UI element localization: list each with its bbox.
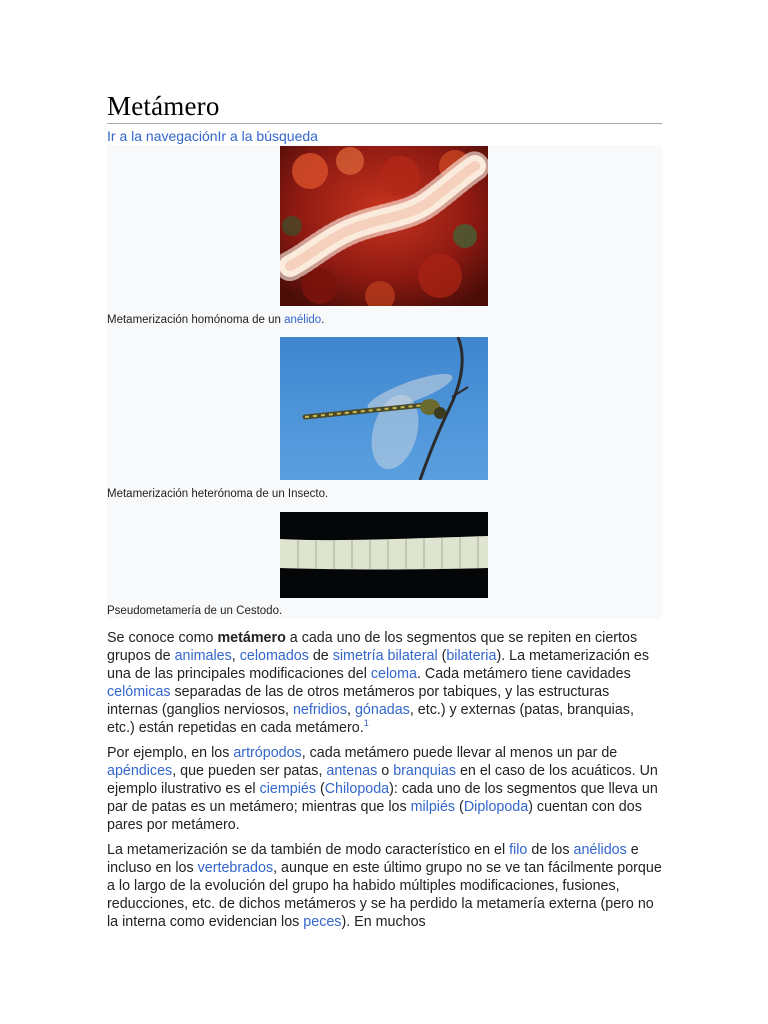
cestode-image[interactable] xyxy=(280,512,488,598)
text: , aunque en este último grupo no se ve tan fácilmente porque a lo largo de la evolución del grupo ha habido múltiples modificaciones, fusiones, reducciones, etc. de dichos metámeros y se ha perdido la metamería externa (pero no la interna como evidencian los xyxy=(107,860,662,930)
link-chilopoda[interactable]: Chilopoda xyxy=(324,781,390,797)
link-filo[interactable]: filo xyxy=(509,842,528,858)
text: ). En muchos xyxy=(341,914,426,930)
page-title: Metámero xyxy=(107,91,220,121)
figure-caption-1 xyxy=(107,313,324,327)
text: . Cada metámero tiene cavidades xyxy=(416,666,631,682)
text: separadas de las de otros metámeros por tabiques, y las estructuras internas (ganglios nerviosos, xyxy=(107,684,610,718)
link-anelidos[interactable]: anélidos xyxy=(573,842,627,858)
link-ciempies[interactable]: ciempiés xyxy=(259,781,316,797)
text: , etc.) y externas (patas, branquias, etc.) están repetidas en cada metámero. xyxy=(107,702,634,736)
text: de xyxy=(308,648,333,664)
text: ): cada uno de los segmentos que lleva un par de patas es un metámero; mientras que los xyxy=(107,781,658,815)
text: ( xyxy=(437,648,447,664)
link-antenas[interactable]: antenas xyxy=(326,763,378,779)
text: Por ejemplo, en los xyxy=(107,745,234,761)
text: a cada uno de los segmentos que se repiten en ciertos grupos de xyxy=(107,630,638,664)
text: ( xyxy=(316,781,325,797)
link-apendices[interactable]: apéndices xyxy=(107,763,173,779)
text: , que pueden ser patas, xyxy=(172,763,327,779)
caption-link-anelido[interactable]: anélido xyxy=(284,314,322,326)
cestode-photo xyxy=(280,512,488,598)
paragraph-2 xyxy=(107,744,662,834)
jump-links xyxy=(107,128,318,144)
link-artropodos[interactable]: artrópodos xyxy=(233,745,302,761)
text: o xyxy=(377,763,394,779)
figure-caption-3: Pseudometamería de un Cestodo. xyxy=(107,605,283,617)
link-celomados[interactable]: celomados xyxy=(239,648,309,664)
link-celomicas[interactable]: celómicas xyxy=(107,684,171,700)
link-animales[interactable]: animales xyxy=(174,648,232,664)
link-milpies[interactable]: milpiés xyxy=(410,799,456,815)
bold-term: metámero xyxy=(217,630,286,646)
text: en el caso de los acuáticos. Un ejemplo ilustrativo es el xyxy=(107,763,658,797)
jump-to-search-link[interactable]: Ir a la búsqueda xyxy=(217,128,318,144)
annelid-image[interactable] xyxy=(280,146,488,306)
link-simetria-bilateral[interactable]: simetría bilateral xyxy=(332,648,438,664)
caption-text: . xyxy=(321,314,325,326)
link-branquias[interactable]: branquias xyxy=(393,763,456,779)
reference-link[interactable]: 1 xyxy=(363,718,369,729)
link-celoma[interactable]: celoma xyxy=(370,666,417,682)
text: La metamerización se da también de modo característico en el xyxy=(107,842,510,858)
caption-text: Metamerización homónoma de un xyxy=(107,314,285,326)
text: e incluso en los xyxy=(107,842,639,876)
text: , xyxy=(347,702,355,718)
annelid-photo xyxy=(280,146,488,306)
text: , xyxy=(231,648,240,664)
link-diplopoda[interactable]: Diplopoda xyxy=(463,799,529,815)
text: de los xyxy=(527,842,574,858)
link-gonadas[interactable]: gónadas xyxy=(354,702,410,718)
text: , cada metámero puede llevar al menos un par de xyxy=(301,745,618,761)
text: Se conoce como xyxy=(107,630,218,646)
title-divider xyxy=(107,123,662,124)
text: ( xyxy=(455,799,464,815)
figure-caption-2: Metamerización heterónoma de un Insecto. xyxy=(107,488,329,500)
link-bilateria[interactable]: bilateria xyxy=(446,648,497,664)
jump-to-navigation-link[interactable]: Ir a la navegación xyxy=(107,128,218,144)
link-vertebrados[interactable]: vertebrados xyxy=(197,860,274,876)
link-nefridios[interactable]: nefridios xyxy=(292,702,348,718)
figure-gallery xyxy=(107,145,662,619)
paragraph-1 xyxy=(107,629,662,737)
dragonfly-photo xyxy=(280,337,488,480)
text: ). La metamerización es una de las principales modificaciones del xyxy=(107,648,649,682)
paragraph-3 xyxy=(107,841,662,931)
link-peces[interactable]: peces xyxy=(303,914,342,930)
text: ) cuentan con dos pares por metámero. xyxy=(107,799,642,833)
insect-image[interactable] xyxy=(280,337,488,480)
